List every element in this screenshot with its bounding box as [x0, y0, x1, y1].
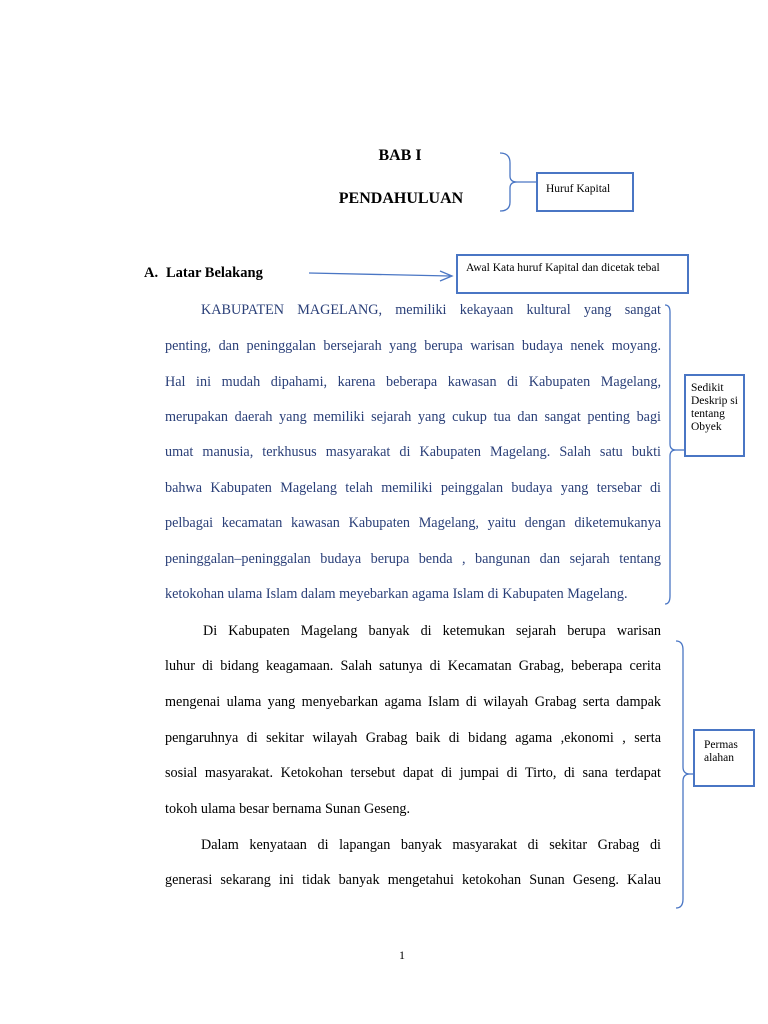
- section-title: Latar Belakang: [166, 265, 263, 281]
- chapter-heading: BAB I: [378, 147, 422, 164]
- paragraph-line: Dalam kenyataan di lapangan banyak masyarakat di sekitar Grabag di: [201, 837, 661, 853]
- capital-note-text: Huruf Kapital: [546, 183, 611, 195]
- problem-brace: [676, 641, 690, 908]
- paragraph-line: pengaruhnya di sekitar wilayah Grabag baik di bidang agama ,ekonomi , serta: [165, 730, 661, 746]
- paragraph-line: KABUPATEN MAGELANG, memiliki kekayaan kultural yang sangat: [201, 302, 661, 318]
- paragraph-line: merupakan daerah yang memiliki sejarah yang cukup tua dan sangat penting bagi: [165, 409, 661, 425]
- capital-note-box: [536, 172, 634, 212]
- paragraph-line: generasi sekarang ini tidak banyak mengetahui ketokohan Sunan Geseng. Kalau: [165, 872, 661, 888]
- paragraph-line: ketokohan ulama Islam dalam meyebarkan agama Islam di Kabupaten Magelang.: [165, 586, 628, 602]
- section-heading: [144, 265, 263, 282]
- paragraph-line: Hal ini mudah dipahami, karena beberapa kawasan di Kabupaten Magelang,: [165, 374, 661, 390]
- paragraph-line: sosial masyarakat. Ketokohan tersebut dapat di jumpai di Tirto, di sana terdapat: [165, 765, 661, 781]
- description-note-box: [684, 374, 745, 457]
- paragraph-line: bahwa Kabupaten Magelang telah memiliki peinggalan budaya yang tersebar di: [165, 480, 661, 496]
- section-number: A.: [144, 265, 159, 281]
- problem-note-text: Permas alahan: [704, 739, 738, 764]
- paragraph-line: luhur di bidang keagamaan. Salah satunya di Kecamatan Grabag, beberapa cerita: [165, 658, 661, 674]
- capital-brace: [500, 153, 517, 211]
- heading-note-text: Awal Kata huruf Kapital dan dicetak tebal: [466, 262, 660, 274]
- paragraph-line: Di Kabupaten Magelang banyak di ketemukan sejarah berupa warisan: [203, 623, 661, 639]
- heading-note-box: [456, 254, 689, 294]
- description-brace: [665, 305, 676, 604]
- paragraph-line: penting, dan peninggalan bersejarah yang berupa warisan budaya nenek moyang.: [165, 338, 661, 354]
- paragraph-line: umat manusia, terkhusus masyarakat di Kabupaten Magelang. Salah satu bukti: [165, 444, 661, 460]
- heading-arrow-line: [309, 273, 450, 276]
- paragraph-line: tokoh ulama besar bernama Sunan Geseng.: [165, 801, 411, 817]
- paragraph-line: mengenai ulama yang menyebarkan agama Islam di wilayah Grabag serta dampak: [165, 694, 661, 710]
- paragraph-line: pelbagai kecamatan kawasan Kabupaten Magelang, yaitu dengan diketemukanya: [165, 515, 661, 531]
- chapter-title: PENDAHULUAN: [338, 190, 464, 207]
- heading-arrowhead: [440, 271, 452, 281]
- page-number: 1: [399, 948, 405, 962]
- paragraph-line: peninggalan–peninggalan budaya berupa benda , bangunan dan sejarah tentang: [165, 551, 661, 567]
- problem-note-box: [693, 729, 755, 787]
- description-note-text: Sedikit Deskrip si tentang Obyek: [691, 382, 738, 433]
